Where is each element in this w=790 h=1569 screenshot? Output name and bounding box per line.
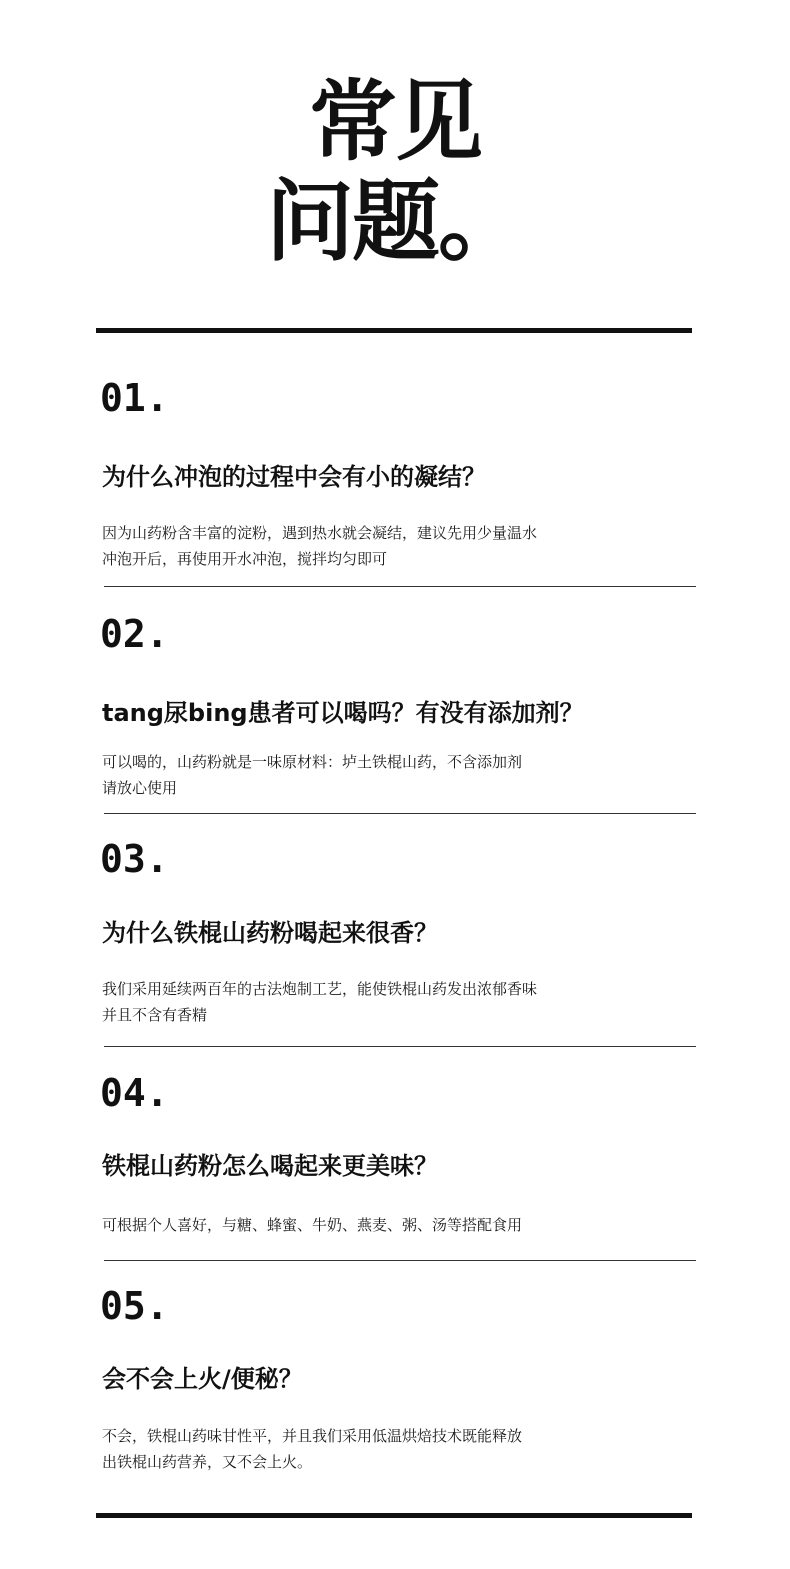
faq-answer-line: 冲泡开后，再使用开水冲泡，搅拌均匀即可: [102, 550, 388, 568]
faq-number: 01.: [100, 376, 169, 420]
faq-number: 02.: [100, 612, 169, 656]
page-title-line-1: 常见: [308, 70, 481, 173]
faq-answer-line: 请放心使用: [102, 779, 178, 797]
faq-answer-line: 并且不含有香精: [102, 1006, 208, 1024]
faq-question: 会不会上火/便秘？: [102, 1365, 303, 1393]
page-title-line-2: 问题。: [265, 170, 524, 273]
faq-question: tang尿bing患者可以喝吗？有没有添加剂？: [102, 699, 584, 727]
faq-divider: [104, 813, 696, 814]
faq-number: 05.: [100, 1284, 169, 1328]
faq-question: 铁棍山药粉怎么喝起来更美味？: [102, 1152, 438, 1180]
faq-question: 为什么铁棍山药粉喝起来很香？: [102, 919, 438, 947]
faq-answer-line: 可根据个人喜好，与糖、蜂蜜、牛奶、燕麦、粥、汤等搭配食用: [102, 1216, 523, 1234]
faq-number: 04.: [100, 1071, 169, 1115]
top-divider: [96, 328, 692, 333]
faq-answer-line: 可以喝的，山药粉就是一味原材料：垆土铁棍山药，不含添加剂: [102, 753, 523, 771]
page-title: [0, 72, 790, 272]
faq-answer: [102, 976, 642, 1028]
bottom-divider: [96, 1513, 692, 1518]
faq-answer-line: 不会，铁棍山药味甘性平，并且我们采用低温烘焙技术既能释放: [102, 1427, 523, 1445]
faq-answer: [102, 1212, 642, 1238]
faq-answer-line: 出铁棍山药营养，又不会上火。: [102, 1453, 313, 1471]
faq-answer: [102, 749, 642, 801]
faq-number: 03.: [100, 837, 169, 881]
faq-answer-line: 因为山药粉含丰富的淀粉，遇到热水就会凝结，建议先用少量温水: [102, 524, 538, 542]
faq-answer: [102, 520, 642, 572]
faq-answer: [102, 1423, 642, 1475]
faq-divider: [104, 1260, 696, 1261]
faq-divider: [104, 1046, 696, 1047]
faq-question: 为什么冲泡的过程中会有小的凝结？: [102, 463, 486, 491]
faq-divider: [104, 586, 696, 587]
faq-answer-line: 我们采用延续两百年的古法炮制工艺，能使铁棍山药发出浓郁香味: [102, 980, 538, 998]
